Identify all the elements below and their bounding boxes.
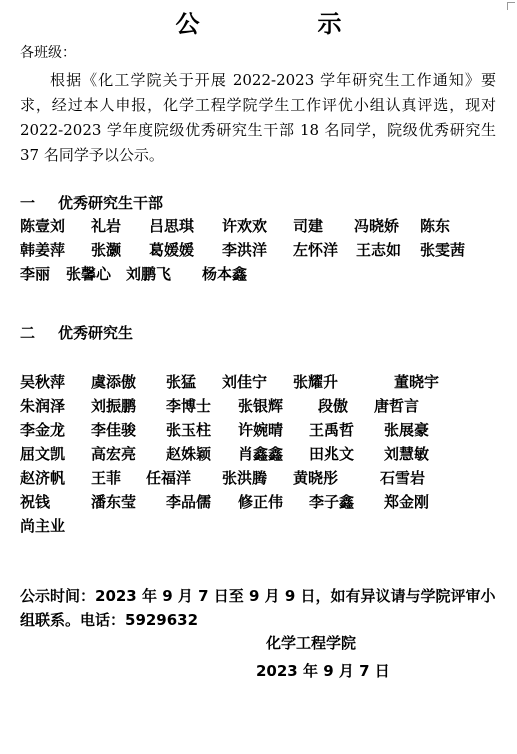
student-name: 李洪洋 [222, 241, 268, 259]
student-name: 屈文凯 [20, 445, 66, 463]
section2-row [20, 466, 500, 490]
section2-names [20, 370, 500, 538]
student-name: 张展豪 [384, 421, 430, 439]
student-name: 黄晓彤 [293, 469, 339, 487]
section2-row [20, 418, 500, 442]
student-name: 葛媛媛 [149, 241, 195, 259]
body-paragraph: 根据《化工学院关于开展 2022-2023 学年研究生工作通知》要求，经过本人申报，化学工程学院学生工作评优小组认真评选，现对 2022-2023 学年度院级优秀研究生干部 18 名同学，院级优秀研究生 37 名同学予以公示。 [20, 71, 496, 164]
student-name: 王禹哲 [309, 421, 355, 439]
student-name: 陈东 [420, 217, 451, 235]
student-name: 唐哲言 [374, 397, 420, 415]
student-name: 礼岩 [91, 217, 122, 235]
student-name: 吴秋萍 [20, 373, 66, 391]
title-char-2: 示 [317, 10, 342, 38]
student-name: 张灏 [91, 241, 122, 259]
student-name: 王菲 [91, 469, 122, 487]
salutation: 各班级： [20, 45, 76, 61]
section1-heading [20, 192, 163, 213]
student-name: 潘东莹 [91, 493, 137, 511]
student-name: 张银辉 [238, 397, 284, 415]
student-name: 司建 [293, 217, 324, 235]
section2-row [20, 514, 500, 538]
student-name: 杨本鑫 [202, 265, 248, 283]
student-name: 王志如 [356, 241, 402, 259]
section1-row [20, 262, 500, 286]
student-name: 许婉晴 [238, 421, 284, 439]
student-name: 董晓宇 [394, 373, 440, 391]
title-char-1: 公 [175, 10, 200, 38]
student-name: 张猛 [166, 373, 197, 391]
page-title [0, 4, 517, 39]
section1-row [20, 214, 500, 238]
student-name: 李子鑫 [309, 493, 355, 511]
student-name: 刘鹏飞 [126, 265, 172, 283]
student-name: 李金龙 [20, 421, 66, 439]
student-name: 陈壹刘 [20, 217, 66, 235]
student-name: 肖鑫鑫 [238, 445, 284, 463]
section2-row [20, 370, 500, 394]
student-name: 韩姜萍 [20, 241, 66, 259]
student-name: 赵济帆 [20, 469, 66, 487]
section2-row [20, 394, 500, 418]
student-name: 张玉柱 [166, 421, 212, 439]
student-name: 赵姝颖 [166, 445, 212, 463]
student-name: 张洪腾 [222, 469, 268, 487]
notice-time: 公示时间：2023 年 9 月 7 日至 9 月 9 日，如有异议请与学院评审小组联系。电话：5929632 [20, 587, 496, 629]
student-name: 石雪岩 [380, 469, 426, 487]
section1-title: 优秀研究生干部 [58, 194, 164, 212]
student-name: 任福洋 [146, 469, 192, 487]
student-name: 许欢欢 [222, 217, 268, 235]
section2-row [20, 442, 500, 466]
student-name: 刘佳宁 [222, 373, 268, 391]
student-name: 李佳骏 [91, 421, 137, 439]
student-name: 修正伟 [238, 493, 284, 511]
student-name: 虞添傲 [91, 373, 137, 391]
student-name: 高宏亮 [91, 445, 137, 463]
student-name: 李品儒 [166, 493, 212, 511]
section1-names [20, 214, 500, 286]
student-name: 吕思琪 [149, 217, 195, 235]
student-name: 冯晓娇 [354, 217, 400, 235]
student-name: 张耀升 [293, 373, 339, 391]
student-name: 朱润泽 [20, 397, 66, 415]
student-name: 祝钱 [20, 493, 51, 511]
signature: 化学工程学院 [266, 634, 357, 652]
student-name: 田兆文 [309, 445, 355, 463]
date: 2023 年 9 月 7 日 [256, 662, 390, 680]
section2-number: 二 [20, 324, 36, 342]
student-name: 刘振鹏 [91, 397, 137, 415]
section2-title: 优秀研究生 [58, 324, 134, 342]
student-name: 张雯茜 [420, 241, 466, 259]
section2-heading [20, 322, 133, 343]
student-name: 张馨心 [66, 265, 112, 283]
student-name: 尚主业 [20, 517, 66, 535]
student-name: 李博士 [166, 397, 212, 415]
student-name: 刘慧敏 [384, 445, 430, 463]
student-name: 郑金刚 [384, 493, 430, 511]
section1-row [20, 238, 500, 262]
student-name: 李丽 [20, 265, 51, 283]
section2-row [20, 490, 500, 514]
student-name: 段傲 [318, 397, 349, 415]
section1-number: 一 [20, 194, 36, 212]
student-name: 左怀洋 [293, 241, 339, 259]
